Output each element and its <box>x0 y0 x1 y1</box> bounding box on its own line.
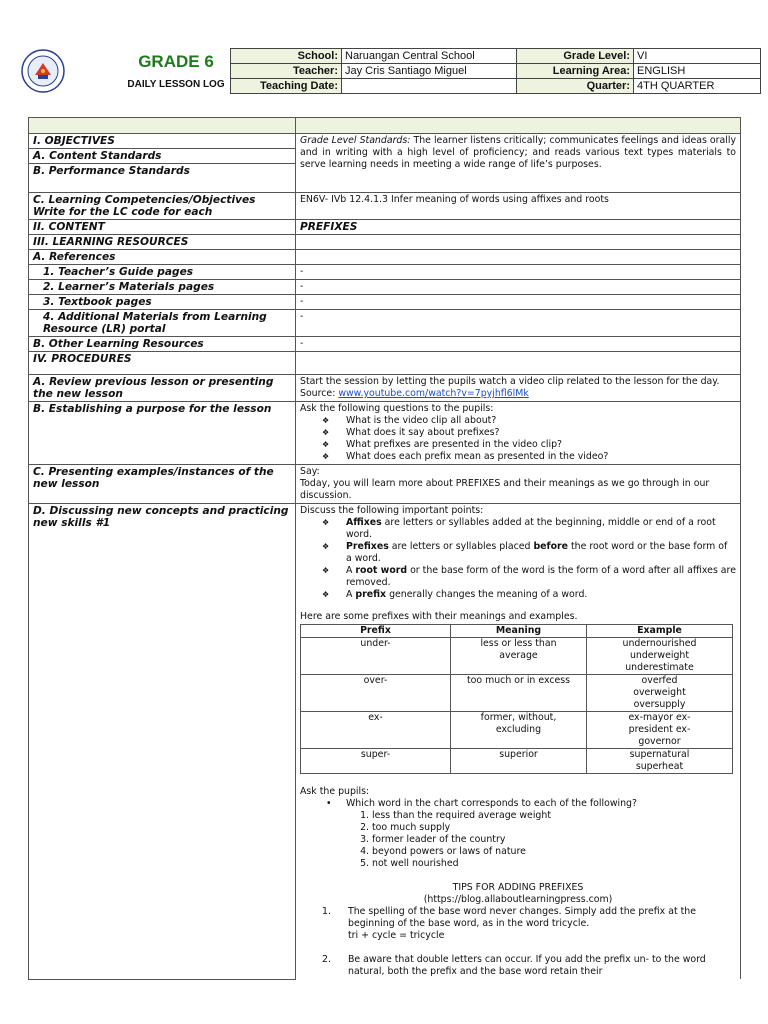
content-heading: II. CONTENT <box>29 220 296 235</box>
discussing-cell <box>296 504 741 980</box>
lm-value: - <box>296 280 741 295</box>
source-line: Source: www.youtube.com/watch?v=7pyjhfl6lMk <box>300 388 529 399</box>
performance-standards-label: B. Performance Standards <box>29 164 296 193</box>
table-intro: Here are some prefixes with their meanings and examples. <box>300 611 578 622</box>
review-cell <box>296 375 741 402</box>
quarter-value: 4TH QUARTER <box>634 79 761 94</box>
prefix-table <box>300 624 733 774</box>
list-item: ❖ A prefix generally changes the meaning of a word. <box>322 589 736 601</box>
discuss-intro: Discuss the following important points: <box>300 505 484 516</box>
table-row <box>301 638 733 675</box>
date-label: Teaching Date: <box>231 79 342 94</box>
prefix-cell: super- <box>301 749 451 774</box>
list-item: 1. less than the required average weight <box>372 810 736 822</box>
example-header: Example <box>587 625 733 638</box>
additional-value: - <box>296 310 741 337</box>
school-value: Naruangan Central School <box>342 49 517 64</box>
teacher-label: Teacher: <box>231 64 342 79</box>
prefix-cell: over- <box>301 675 451 712</box>
procedures-heading: IV. PROCEDURES <box>29 352 296 375</box>
table-row <box>301 675 733 712</box>
textbook-label: 3. Textbook pages <box>29 295 296 310</box>
quarter-label: Quarter: <box>517 79 634 94</box>
standards-text: Grade Level Standards: The learner listens critically; communicates feelings and ideas orally and in writing with a high level of proficiency; and reads various text types materials to serve learning needs in meeting a wide range of life’s purposes. <box>296 134 741 193</box>
meaning-cell: superior <box>451 749 587 774</box>
additional-materials-label: 4. Additional Materials from Learning Resource (LR) portal <box>29 310 296 337</box>
date-value <box>342 79 517 94</box>
competencies-value: EN6V- IVb 12.4.1.3 Infer meaning of words using affixes and roots <box>296 193 741 220</box>
meaning-cell: too much or in excess <box>451 675 587 712</box>
discussing-label: D. Discussing new concepts and practicing new skills #1 <box>29 504 296 980</box>
competencies-label: C. Learning Competencies/Objectives Write for the LC code for each <box>29 193 296 220</box>
meaning-cell: less or less than average <box>451 638 587 675</box>
grade-level-value: VI <box>634 49 761 64</box>
tips-title: TIPS FOR ADDING PREFIXES <box>452 882 584 893</box>
table-row <box>301 712 733 749</box>
list-item: ❖ Affixes are letters or syllables added at the beginning, middle or end of a root word. <box>322 517 736 541</box>
list-item: ❖ What does each prefix mean as presented in the video? <box>322 451 736 463</box>
list-item: 2. Be aware that double letters can occur. If you add the prefix un- to the word natural, both the prefix and the base word retain their <box>322 954 706 977</box>
list-item: 1. The spelling of the base word never changes. Simply add the prefix at the beginning of the base word, as in the word tricycle. tri + cycle = tricycle <box>322 906 696 941</box>
example-cell: ex-mayor ex-president ex-governor <box>587 712 733 749</box>
prefix-header: Prefix <box>301 625 451 638</box>
list-item: ❖ What does it say about prefixes? <box>322 427 736 439</box>
area-value: ENGLISH <box>634 64 761 79</box>
lm-label: 2. Learner’s Materials pages <box>29 280 296 295</box>
purpose-label: B. Establishing a purpose for the lesson <box>29 402 296 465</box>
list-item: 4. beyond powers or laws of nature <box>372 846 736 858</box>
ask-items <box>300 810 736 870</box>
textbook-value: - <box>296 295 741 310</box>
school-label: School: <box>231 49 342 64</box>
review-label: A. Review previous lesson or presenting the new lesson <box>29 375 296 402</box>
presenting-say: Say: <box>300 466 320 477</box>
prefix-cell: under- <box>301 638 451 675</box>
objectives-heading: I. OBJECTIVES <box>29 134 296 149</box>
tg-value: - <box>296 265 741 280</box>
resources-heading: III. LEARNING RESOURCES <box>29 235 296 250</box>
presenting-label: C. Presenting examples/instances of the new lesson <box>29 465 296 504</box>
lesson-table <box>28 117 741 980</box>
other-value: - <box>296 337 741 352</box>
meaning-header: Meaning <box>451 625 587 638</box>
table-row <box>301 749 733 774</box>
example-cell: overfed overweight oversupply <box>587 675 733 712</box>
example-cell: supernatural superheat <box>587 749 733 774</box>
review-text: Start the session by letting the pupils watch a video clip related to the lesson for the day. <box>300 376 720 387</box>
presenting-text: Today, you will learn more about PREFIXES and their meanings as we go through in our discussion. <box>300 478 710 501</box>
discuss-points <box>300 517 736 601</box>
source-link[interactable]: www.youtube.com/watch?v=7pyjhfl6lMk <box>338 388 529 399</box>
deped-seal-icon <box>21 49 65 93</box>
content-standards-label: A. Content Standards <box>29 149 296 164</box>
meaning-cell: former, without, excluding <box>451 712 587 749</box>
tg-label: 1. Teacher’s Guide pages <box>29 265 296 280</box>
ask-questions <box>300 798 736 810</box>
list-item: ❖ Prefixes are letters or syllables placed before the root word or the base form of a word. <box>322 541 736 565</box>
info-table <box>230 48 761 94</box>
example-cell: undernourished underweight underestimate <box>587 638 733 675</box>
area-label: Learning Area: <box>517 64 634 79</box>
purpose-questions <box>300 415 736 463</box>
references-label: A. References <box>29 250 296 265</box>
other-resources-label: B. Other Learning Resources <box>29 337 296 352</box>
teacher-value: Jay Cris Santiago Miguel <box>342 64 517 79</box>
purpose-intro: Ask the following questions to the pupils: <box>300 403 494 414</box>
list-item: ❖ What is the video clip all about? <box>322 415 736 427</box>
log-title: DAILY LESSON LOG <box>127 79 225 90</box>
grade-level-label: Grade Level: <box>517 49 634 64</box>
list-item: 2. too much supply <box>372 822 736 834</box>
list-item: • Which word in the chart corresponds to each of the following? <box>322 798 736 810</box>
tips-list <box>300 906 736 978</box>
prefix-cell: ex- <box>301 712 451 749</box>
presenting-cell <box>296 465 741 504</box>
list-item: ❖ A root word or the base form of the word is the form of a word after all affixes are removed. <box>322 565 736 589</box>
list-item: 5. not well nourished <box>372 858 736 870</box>
ask-pupils: Ask the pupils: <box>300 786 370 797</box>
list-item: 3. former leader of the country <box>372 834 736 846</box>
list-item: ❖ What prefixes are presented in the video clip? <box>322 439 736 451</box>
tips-source: (https://blog.allaboutlearningpress.com) <box>423 894 613 905</box>
content-value: PREFIXES <box>296 220 741 235</box>
grade-title: GRADE 6 <box>138 52 214 71</box>
purpose-cell <box>296 402 741 465</box>
